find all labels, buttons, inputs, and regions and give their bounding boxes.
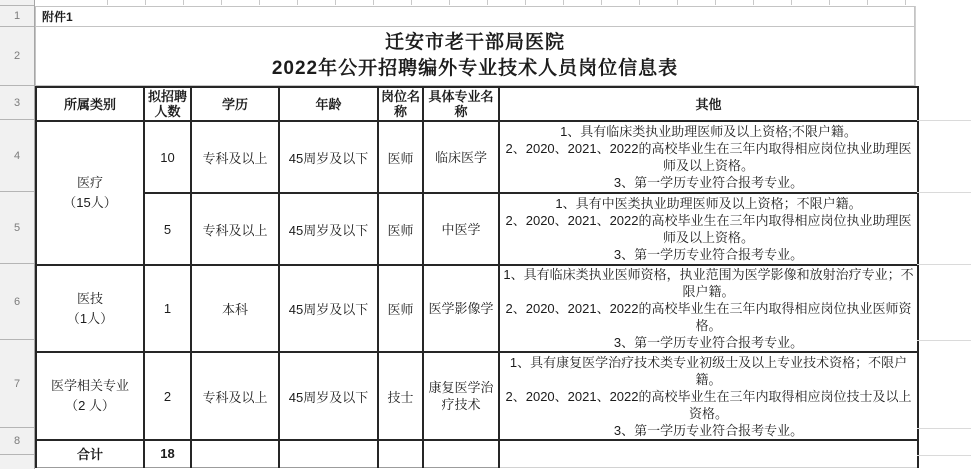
cell-education[interactable]: 专科及以上 <box>191 352 279 440</box>
cell-age[interactable]: 45周岁及以下 <box>279 193 378 265</box>
row-header-1[interactable]: 1 <box>0 6 34 27</box>
cell-count[interactable]: 10 <box>144 121 191 193</box>
other-line: 2、2020、2021、2022的高校毕业生在三年内取得相应岗位技士及以上资格。 <box>505 388 912 421</box>
header-other[interactable]: 其他 <box>499 87 918 121</box>
cell-count[interactable]: 5 <box>144 193 191 265</box>
cell-post[interactable]: 技士 <box>378 352 423 440</box>
sheet-title-line2: 2022年公开招聘编外专业技术人员岗位信息表 <box>271 58 679 79</box>
header-age[interactable]: 年龄 <box>279 87 378 121</box>
cell-category-related[interactable] <box>36 352 144 440</box>
gridline <box>917 428 971 429</box>
other-line: 1、具有康复医学治疗技术类专业初级士及以上专业技术资格；不限户籍。 <box>509 354 908 387</box>
cell-age[interactable]: 45周岁及以下 <box>279 265 378 352</box>
other-line: 3、第一学历专业符合报考专业。 <box>613 422 804 438</box>
category-line2: （1人） <box>66 310 114 326</box>
cell-other[interactable] <box>499 193 918 265</box>
category-line2: （2 人） <box>65 398 115 413</box>
empty-cell[interactable] <box>378 440 423 467</box>
row-header-8[interactable]: 8 <box>0 428 34 455</box>
empty-cell[interactable] <box>499 440 918 467</box>
cell-post[interactable]: 医师 <box>378 193 423 265</box>
other-line: 1、具有临床类执业助理医师及以上资格;不限户籍。 <box>560 124 857 139</box>
gridline <box>917 455 971 456</box>
cell-other[interactable] <box>499 352 918 440</box>
header-post[interactable]: 岗位名称 <box>378 87 423 121</box>
header-row <box>36 87 918 121</box>
row-header-7[interactable]: 7 <box>0 340 34 428</box>
other-line: 2、2020、2021、2022的高校毕业生在三年内取得相应岗位执业助理医师及以上资格。 <box>505 213 912 245</box>
top-partial-row-gridlines <box>107 0 915 5</box>
cell-education[interactable]: 本科 <box>191 265 279 352</box>
other-line: 3、第一学历专业符合报考专业。 <box>613 247 804 262</box>
empty-cell[interactable] <box>279 440 378 467</box>
other-line: 3、第一学历专业符合报考专业。 <box>613 335 804 350</box>
job-info-table <box>35 86 919 468</box>
row-header-2[interactable]: 2 <box>0 27 34 86</box>
cell-other[interactable] <box>499 265 918 352</box>
right-column-divider <box>915 6 916 86</box>
row-header-stub-bottom <box>0 455 34 469</box>
category-line1: 医学相关专业 <box>50 378 129 393</box>
attachment-label-cell[interactable] <box>35 6 915 27</box>
sheet-title-line1: 迁安市老干部局医院 <box>384 32 565 53</box>
other-line: 2、2020、2021、2022的高校毕业生在三年内取得相应岗位执业医师资格。 <box>505 301 912 333</box>
row-header-column <box>0 0 35 469</box>
category-line1: 医疗 <box>76 175 103 190</box>
cell-category-medtech[interactable] <box>36 265 144 352</box>
cell-age[interactable]: 45周岁及以下 <box>279 121 378 193</box>
row-header-4[interactable]: 4 <box>0 120 34 192</box>
table-row-clinical <box>36 121 918 193</box>
header-education[interactable]: 学历 <box>191 87 279 121</box>
row-header-6[interactable]: 6 <box>0 264 34 340</box>
gridline <box>917 120 971 121</box>
row-header-5[interactable]: 5 <box>0 192 34 264</box>
cell-education[interactable]: 专科及以上 <box>191 121 279 193</box>
cell-post[interactable]: 医师 <box>378 265 423 352</box>
empty-cell[interactable] <box>191 440 279 467</box>
empty-cell[interactable] <box>423 440 499 467</box>
gridline <box>917 192 971 193</box>
table-row-rehab <box>36 352 918 440</box>
attachment-label: 附件1 <box>42 10 73 24</box>
cell-count[interactable]: 1 <box>144 265 191 352</box>
cell-major[interactable]: 临床医学 <box>423 121 499 193</box>
cell-category-medical[interactable] <box>36 121 144 265</box>
row-header-3[interactable]: 3 <box>0 86 34 120</box>
cell-age[interactable]: 45周岁及以下 <box>279 352 378 440</box>
cell-major[interactable]: 中医学 <box>423 193 499 265</box>
other-line: 3、第一学历专业符合报考专业。 <box>613 175 804 190</box>
table-row-imaging <box>36 265 918 352</box>
header-category[interactable]: 所属类别 <box>36 87 144 121</box>
total-label-cell[interactable]: 合计 <box>36 440 144 467</box>
title-cell[interactable] <box>35 27 915 86</box>
table-row-tcm <box>36 193 918 265</box>
other-line: 1、具有中医类执业助理医师及以上资格；不限户籍。 <box>555 196 862 211</box>
total-row <box>36 440 918 467</box>
cell-other[interactable] <box>499 121 918 193</box>
cell-major[interactable]: 康复医学治疗技术 <box>423 352 499 440</box>
cell-post[interactable]: 医师 <box>378 121 423 193</box>
cell-count[interactable]: 2 <box>144 352 191 440</box>
cell-major[interactable]: 医学影像学 <box>423 265 499 352</box>
category-line1: 医技 <box>76 290 103 306</box>
header-major[interactable]: 具体专业名称 <box>423 87 499 121</box>
other-line: 1、具有临床类执业医师资格，执业范围为医学影像和放射治疗专业；不限户籍。 <box>503 267 914 299</box>
header-count[interactable]: 拟招聘人数 <box>144 87 191 121</box>
total-count-cell[interactable]: 18 <box>144 440 191 467</box>
gridline <box>917 264 971 265</box>
cell-education[interactable]: 专科及以上 <box>191 193 279 265</box>
gridline <box>917 340 971 341</box>
category-line2: （15人） <box>63 195 117 210</box>
other-line: 2、2020、2021、2022的高校毕业生在三年内取得相应岗位执业助理医师及以上资格。 <box>505 141 912 173</box>
